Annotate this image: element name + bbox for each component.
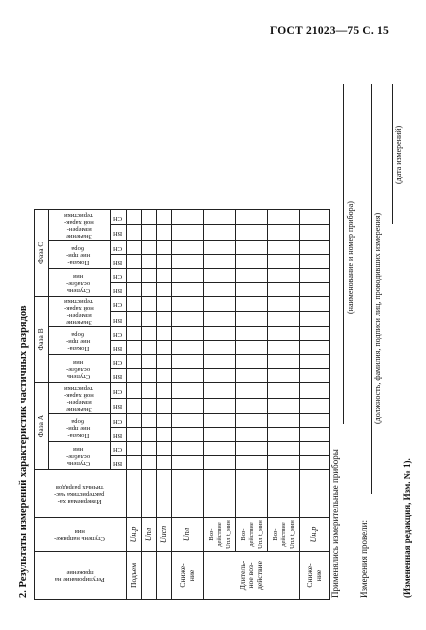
sub-header: Показа- ние при- бора [49, 327, 111, 355]
measured-cell [157, 470, 172, 518]
pv-header: ВН [111, 428, 127, 442]
amendment-note: (Измененная редакция, Изм. № 1). [402, 458, 412, 598]
measured-cell [127, 470, 142, 518]
date-line [392, 84, 393, 224]
stage-cell: Uн.р [127, 518, 142, 552]
stage-cell: Uн.р [300, 518, 330, 552]
phase-c-header: Фаза С [35, 209, 49, 296]
section-title: 2. Результаты измерений характеристик частичных разрядов [18, 305, 29, 598]
pv-header: СН [111, 209, 127, 224]
pv-header: СН [111, 383, 127, 398]
measured-cell [268, 470, 300, 518]
pv-header: СН [111, 240, 127, 254]
sub-header: Ступень ослабле- ния [49, 442, 111, 470]
pv-header: ВН [111, 254, 127, 268]
measured-cell [172, 470, 204, 518]
reg-cell: Сниже- ние [172, 552, 204, 600]
measured-by-caption: (должность, фамилия, подписи лиц, проводивших измерения) [373, 212, 382, 424]
pv-header: ВН [111, 282, 127, 296]
col-header-regulation: Регулирование на пряжение [35, 552, 127, 600]
instruments-label: Применялись измерительные приборы [330, 449, 340, 598]
reg-cell [142, 552, 157, 600]
instruments-caption: (наименование и номер прибора) [346, 201, 355, 314]
sub-header: Показа- ние при- бора [49, 240, 111, 268]
page-header: ГОСТ 21023—75 С. 15 [270, 25, 389, 37]
reg-cell: Подъем [127, 552, 142, 600]
reg-cell: Длитель- ное воз- действие [204, 552, 300, 600]
measured-cell [142, 470, 157, 518]
sub-header: Значение измерен- ной харак- теристики [49, 383, 111, 414]
pv-header: ВН [111, 225, 127, 240]
sub-header: Значение измерен- ной харак- теристики [49, 296, 111, 327]
measured-by-label: Измерения провели: [359, 520, 369, 598]
stage-cell: Воз- действие Uпл t_мин [204, 518, 236, 552]
reg-cell: Сниже- ние [300, 552, 330, 600]
pv-header: СН [111, 327, 127, 341]
sub-header: Показа- ние при- бора [49, 414, 111, 442]
stage-cell: Uпл [172, 518, 204, 552]
sub-header: Значение измерен- ной харак- теристики [49, 209, 111, 240]
pv-header: ВН [111, 341, 127, 355]
stage-cell: Uисп [157, 518, 172, 552]
pv-header: ВН [111, 311, 127, 326]
pv-header: ВН [111, 456, 127, 470]
phase-a-header: Фаза А [35, 383, 49, 470]
pv-header: ВН [111, 369, 127, 383]
measured-cell [300, 470, 330, 518]
rotated-content [14, 44, 412, 604]
stage-cell: Uпл [142, 518, 157, 552]
pv-header: СН [111, 268, 127, 282]
results-table [34, 209, 330, 600]
sub-header: Ступень ослабле- ния [49, 355, 111, 383]
pv-header: СН [111, 296, 127, 311]
stage-cell: Воз- действие Uпл t_мин [268, 518, 300, 552]
measured-cell [236, 470, 268, 518]
pv-header: СН [111, 442, 127, 456]
instruments-line [343, 84, 344, 424]
measured-by-line [371, 84, 372, 494]
pv-header: СН [111, 414, 127, 428]
pv-header: ВН [111, 398, 127, 413]
col-header-stage: Ступень напряже- ния [35, 518, 127, 552]
sub-header: Ступень ослабле- ния [49, 268, 111, 296]
stage-cell: Воз- действие Uпл t_мин [236, 518, 268, 552]
measured-cell [204, 470, 236, 518]
col-header-measured: Измеряемая ха- рактеристика час- тичных разрядов [35, 470, 127, 518]
pv-header: СН [111, 355, 127, 369]
reg-cell [157, 552, 172, 600]
date-caption: (дата измерений) [394, 125, 403, 184]
phase-b-header: Фаза В [35, 296, 49, 383]
